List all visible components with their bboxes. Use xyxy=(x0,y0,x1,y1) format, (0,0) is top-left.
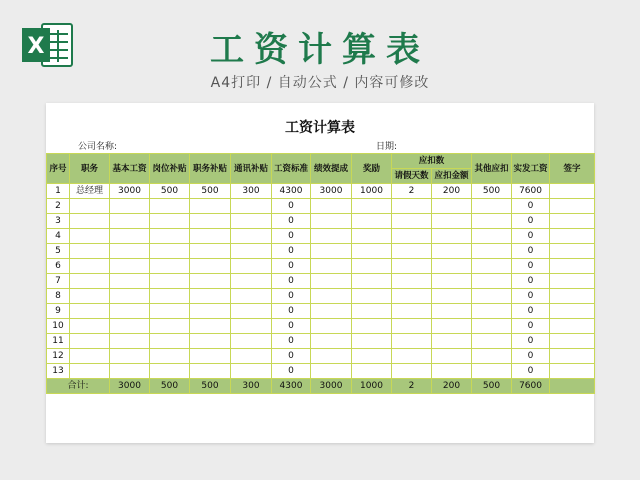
table-cell[interactable] xyxy=(110,244,150,259)
table-cell[interactable] xyxy=(550,319,595,334)
table-cell[interactable] xyxy=(311,214,352,229)
table-cell[interactable] xyxy=(110,274,150,289)
table-cell[interactable] xyxy=(231,229,272,244)
table-cell[interactable]: 0 xyxy=(512,349,550,364)
table-cell[interactable]: 4 xyxy=(47,229,70,244)
table-cell[interactable] xyxy=(392,214,432,229)
table-cell[interactable] xyxy=(432,289,472,304)
table-cell[interactable]: 4300 xyxy=(272,184,311,199)
table-cell[interactable] xyxy=(392,349,432,364)
table-cell[interactable] xyxy=(550,274,595,289)
table-cell[interactable] xyxy=(190,349,231,364)
col-header-signature: 签字 xyxy=(550,154,595,184)
col-header-net-pay: 实发工资 xyxy=(512,154,550,184)
col-header-index: 序号 xyxy=(47,154,70,184)
table-row xyxy=(47,199,595,214)
table-cell[interactable] xyxy=(392,319,432,334)
table-cell[interactable] xyxy=(150,199,190,214)
table-cell[interactable] xyxy=(150,319,190,334)
table-cell[interactable] xyxy=(150,214,190,229)
table-cell[interactable] xyxy=(432,334,472,349)
table-cell[interactable]: 0 xyxy=(512,199,550,214)
table-cell[interactable] xyxy=(432,229,472,244)
table-cell[interactable] xyxy=(472,349,512,364)
table-cell[interactable] xyxy=(352,214,392,229)
table-cell[interactable] xyxy=(472,244,512,259)
table-cell[interactable] xyxy=(70,274,110,289)
table-cell[interactable]: 0 xyxy=(512,229,550,244)
table-cell[interactable] xyxy=(190,319,231,334)
table-cell[interactable]: 500 xyxy=(190,184,231,199)
table-cell[interactable] xyxy=(392,229,432,244)
table-cell[interactable] xyxy=(550,304,595,319)
table-cell[interactable] xyxy=(432,304,472,319)
table-cell[interactable]: 0 xyxy=(512,364,550,379)
table-cell[interactable] xyxy=(231,334,272,349)
table-row xyxy=(47,349,595,364)
table-cell[interactable] xyxy=(352,304,392,319)
table-cell[interactable] xyxy=(311,349,352,364)
table-cell[interactable]: 7 xyxy=(47,274,70,289)
total-cell[interactable]: 7600 xyxy=(512,379,550,394)
total-cell[interactable]: 500 xyxy=(472,379,512,394)
table-cell[interactable] xyxy=(231,199,272,214)
table-cell[interactable] xyxy=(472,214,512,229)
table-cell[interactable] xyxy=(392,244,432,259)
table-cell[interactable] xyxy=(231,244,272,259)
table-cell[interactable] xyxy=(150,244,190,259)
table-cell[interactable] xyxy=(110,334,150,349)
table-cell[interactable]: 0 xyxy=(272,349,311,364)
table-cell[interactable] xyxy=(231,319,272,334)
total-cell[interactable]: 1000 xyxy=(352,379,392,394)
col-header-salary-standard: 工资标准 xyxy=(272,154,311,184)
payroll-table xyxy=(46,153,595,394)
col-header-post-allowance: 岗位补贴 xyxy=(150,154,190,184)
table-row xyxy=(47,244,595,259)
table-cell[interactable] xyxy=(352,334,392,349)
table-cell[interactable]: 3000 xyxy=(311,184,352,199)
table-cell[interactable] xyxy=(231,214,272,229)
table-cell[interactable] xyxy=(190,364,231,379)
table-cell[interactable] xyxy=(190,289,231,304)
table-row xyxy=(47,289,595,304)
total-cell[interactable]: 3000 xyxy=(110,379,150,394)
table-cell[interactable] xyxy=(392,304,432,319)
table-cell[interactable] xyxy=(110,199,150,214)
table-cell[interactable] xyxy=(392,364,432,379)
totals-row xyxy=(47,379,595,394)
table-cell[interactable] xyxy=(190,244,231,259)
table-cell[interactable] xyxy=(352,229,392,244)
table-cell[interactable] xyxy=(150,349,190,364)
table-cell[interactable]: 0 xyxy=(512,214,550,229)
table-cell[interactable] xyxy=(352,364,392,379)
table-cell[interactable] xyxy=(352,289,392,304)
table-cell[interactable]: 0 xyxy=(272,274,311,289)
total-cell[interactable]: 500 xyxy=(190,379,231,394)
table-cell[interactable] xyxy=(472,259,512,274)
col-header-duty-allowance: 职务补贴 xyxy=(190,154,231,184)
table-cell[interactable] xyxy=(70,229,110,244)
table-cell[interactable] xyxy=(110,259,150,274)
table-cell[interactable] xyxy=(190,199,231,214)
table-cell[interactable] xyxy=(550,199,595,214)
table-cell[interactable]: 5 xyxy=(47,244,70,259)
table-cell[interactable] xyxy=(231,364,272,379)
table-cell[interactable]: 500 xyxy=(472,184,512,199)
table-cell[interactable]: 0 xyxy=(512,274,550,289)
table-cell[interactable] xyxy=(392,259,432,274)
table-cell[interactable] xyxy=(432,259,472,274)
table-cell[interactable] xyxy=(110,349,150,364)
table-cell[interactable]: 0 xyxy=(272,214,311,229)
table-cell[interactable] xyxy=(550,259,595,274)
table-cell[interactable] xyxy=(311,364,352,379)
table-cell[interactable]: 0 xyxy=(272,364,311,379)
table-cell[interactable] xyxy=(472,229,512,244)
table-cell[interactable] xyxy=(550,214,595,229)
table-cell[interactable]: 8 xyxy=(47,289,70,304)
table-cell[interactable] xyxy=(231,289,272,304)
table-cell[interactable]: 7600 xyxy=(512,184,550,199)
table-cell[interactable] xyxy=(311,289,352,304)
table-cell[interactable] xyxy=(150,274,190,289)
table-cell[interactable]: 12 xyxy=(47,349,70,364)
total-cell[interactable]: 300 xyxy=(231,379,272,394)
table-cell[interactable] xyxy=(432,214,472,229)
table-cell[interactable] xyxy=(70,349,110,364)
total-cell[interactable]: 200 xyxy=(432,379,472,394)
table-row xyxy=(47,274,595,289)
table-cell[interactable] xyxy=(70,364,110,379)
table-cell[interactable] xyxy=(352,199,392,214)
table-cell[interactable] xyxy=(150,259,190,274)
table-cell[interactable]: 0 xyxy=(272,229,311,244)
table-cell[interactable]: 500 xyxy=(150,184,190,199)
col-header-deductions: 应扣数 xyxy=(392,154,472,169)
sheet-title: 工资计算表 xyxy=(285,120,355,136)
table-cell[interactable] xyxy=(70,199,110,214)
table-cell[interactable] xyxy=(550,289,595,304)
table-cell[interactable] xyxy=(432,364,472,379)
table-cell[interactable] xyxy=(352,349,392,364)
total-cell[interactable] xyxy=(550,379,595,394)
col-header-position: 职务 xyxy=(70,154,110,184)
table-cell[interactable] xyxy=(472,364,512,379)
table-cell[interactable]: 0 xyxy=(272,289,311,304)
table-cell[interactable] xyxy=(70,319,110,334)
table-cell[interactable] xyxy=(311,259,352,274)
table-cell[interactable] xyxy=(432,319,472,334)
table-cell[interactable] xyxy=(70,214,110,229)
table-cell[interactable] xyxy=(472,289,512,304)
banner-title: 工资计算表 xyxy=(210,30,430,70)
total-cell[interactable]: 500 xyxy=(150,379,190,394)
table-cell[interactable] xyxy=(110,304,150,319)
date-label: 日期: xyxy=(376,142,398,152)
table-cell[interactable] xyxy=(70,259,110,274)
table-cell[interactable] xyxy=(550,349,595,364)
table-row xyxy=(47,364,595,379)
table-cell[interactable] xyxy=(150,229,190,244)
table-cell[interactable] xyxy=(311,244,352,259)
table-cell[interactable] xyxy=(550,334,595,349)
table-cell[interactable] xyxy=(70,244,110,259)
table-cell[interactable]: 0 xyxy=(272,244,311,259)
table-cell[interactable]: 0 xyxy=(512,304,550,319)
table-cell[interactable]: 10 xyxy=(47,319,70,334)
table-cell[interactable] xyxy=(190,334,231,349)
table-cell[interactable]: 1 xyxy=(47,184,70,199)
table-cell[interactable]: 0 xyxy=(512,244,550,259)
total-cell[interactable]: 3000 xyxy=(311,379,352,394)
table-cell[interactable]: 2 xyxy=(392,184,432,199)
col-header-base-salary: 基本工资 xyxy=(110,154,150,184)
table-cell[interactable] xyxy=(190,259,231,274)
banner-subtitle: A4打印 / 自动公式 / 内容可修改 xyxy=(210,75,430,91)
table-row xyxy=(47,184,595,199)
table-cell[interactable]: 3000 xyxy=(110,184,150,199)
table-cell[interactable] xyxy=(150,364,190,379)
table-cell[interactable] xyxy=(311,199,352,214)
table-cell[interactable] xyxy=(231,274,272,289)
table-cell[interactable] xyxy=(352,274,392,289)
table-cell[interactable] xyxy=(70,334,110,349)
table-cell[interactable]: 0 xyxy=(512,289,550,304)
table-cell[interactable] xyxy=(392,289,432,304)
table-cell[interactable] xyxy=(231,349,272,364)
table-cell[interactable]: 0 xyxy=(512,334,550,349)
table-cell[interactable] xyxy=(352,244,392,259)
col-header-deduction-amount: 应扣金额 xyxy=(432,169,472,184)
table-cell[interactable] xyxy=(392,334,432,349)
table-cell[interactable] xyxy=(311,334,352,349)
table-cell[interactable] xyxy=(190,214,231,229)
table-cell[interactable] xyxy=(311,304,352,319)
table-row xyxy=(47,259,595,274)
table-cell[interactable] xyxy=(472,304,512,319)
table-cell[interactable] xyxy=(311,319,352,334)
table-cell[interactable] xyxy=(150,334,190,349)
table-cell[interactable] xyxy=(472,334,512,349)
totals-label: 合计: xyxy=(47,379,110,394)
table-cell[interactable] xyxy=(150,289,190,304)
table-cell[interactable] xyxy=(110,229,150,244)
table-cell[interactable]: 0 xyxy=(272,304,311,319)
table-cell[interactable] xyxy=(392,274,432,289)
spreadsheet-preview xyxy=(46,103,594,443)
table-cell[interactable] xyxy=(231,259,272,274)
table-cell[interactable]: 0 xyxy=(512,259,550,274)
logo-letter: X xyxy=(27,34,45,59)
table-cell[interactable] xyxy=(392,199,432,214)
table-cell[interactable] xyxy=(432,244,472,259)
total-cell[interactable]: 2 xyxy=(392,379,432,394)
table-cell[interactable]: 0 xyxy=(272,319,311,334)
col-header-leave-days: 请假天数 xyxy=(392,169,432,184)
table-cell[interactable]: 0 xyxy=(512,319,550,334)
table-cell[interactable] xyxy=(432,274,472,289)
table-cell[interactable] xyxy=(150,304,190,319)
table-cell[interactable] xyxy=(550,244,595,259)
table-cell[interactable] xyxy=(432,349,472,364)
company-name-label: 公司名称: xyxy=(78,142,118,152)
col-header-performance: 绩效提成 xyxy=(311,154,352,184)
table-cell[interactable] xyxy=(110,319,150,334)
table-cell[interactable] xyxy=(70,289,110,304)
col-header-comm-allowance: 通讯补贴 xyxy=(231,154,272,184)
table-cell[interactable] xyxy=(352,259,392,274)
table-cell[interactable]: 11 xyxy=(47,334,70,349)
table-cell[interactable]: 300 xyxy=(231,184,272,199)
table-cell[interactable] xyxy=(190,229,231,244)
table-cell[interactable]: 13 xyxy=(47,364,70,379)
table-cell[interactable]: 200 xyxy=(432,184,472,199)
table-cell[interactable] xyxy=(550,184,595,199)
table-cell[interactable] xyxy=(110,214,150,229)
table-cell[interactable] xyxy=(472,274,512,289)
table-row xyxy=(47,334,595,349)
table-cell[interactable] xyxy=(70,304,110,319)
table-cell[interactable] xyxy=(190,274,231,289)
table-cell[interactable]: 9 xyxy=(47,304,70,319)
table-cell[interactable] xyxy=(472,199,512,214)
table-row xyxy=(47,229,595,244)
table-cell[interactable] xyxy=(432,199,472,214)
table-cell[interactable] xyxy=(231,304,272,319)
table-cell[interactable] xyxy=(110,289,150,304)
col-header-bonus: 奖励 xyxy=(352,154,392,184)
table-cell[interactable] xyxy=(190,304,231,319)
total-cell[interactable]: 4300 xyxy=(272,379,311,394)
table-cell[interactable] xyxy=(110,364,150,379)
table-cell[interactable] xyxy=(352,319,392,334)
table-cell[interactable] xyxy=(311,274,352,289)
table-cell[interactable]: 2 xyxy=(47,199,70,214)
table-cell[interactable]: 3 xyxy=(47,214,70,229)
table-cell[interactable]: 总经理 xyxy=(70,184,110,199)
table-cell[interactable] xyxy=(472,319,512,334)
table-cell[interactable]: 6 xyxy=(47,259,70,274)
table-row xyxy=(47,319,595,334)
table-cell[interactable]: 0 xyxy=(272,334,311,349)
table-cell[interactable] xyxy=(550,229,595,244)
table-cell[interactable]: 0 xyxy=(272,259,311,274)
table-row xyxy=(47,214,595,229)
col-header-other-deductions: 其他应扣 xyxy=(472,154,512,184)
table-cell[interactable] xyxy=(550,364,595,379)
table-cell[interactable]: 0 xyxy=(272,199,311,214)
table-cell[interactable]: 1000 xyxy=(352,184,392,199)
table-row xyxy=(47,304,595,319)
table-cell[interactable] xyxy=(311,229,352,244)
